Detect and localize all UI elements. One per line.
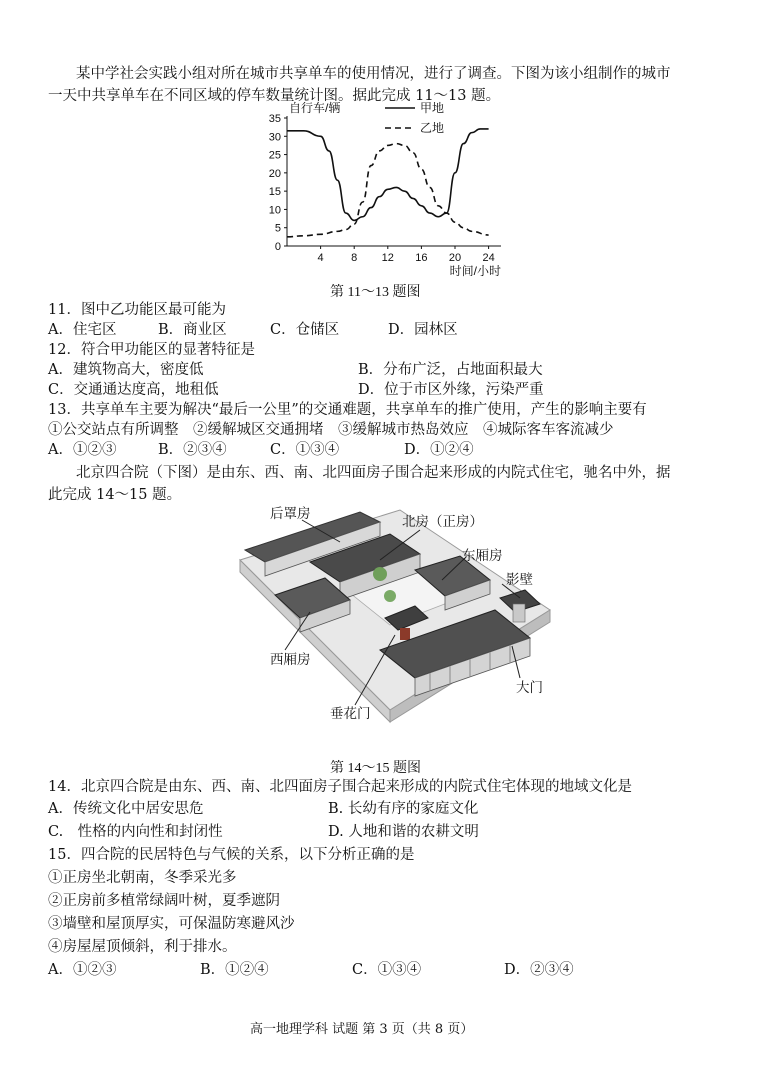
q14-option-d: D. 人地和谐的农耕文明 bbox=[328, 824, 479, 840]
q13-option-d: D．①②④ bbox=[404, 442, 474, 458]
q12-option-d: D．位于市区外缘，污染严重 bbox=[358, 382, 544, 398]
q14-option-c: C. 性格的内向性和封闭性 bbox=[48, 824, 223, 840]
q15-option-d: D．②③④ bbox=[504, 962, 574, 978]
label-flower-gate: 垂花门 bbox=[330, 706, 371, 722]
y-tick-label: 10 bbox=[268, 204, 281, 217]
label-east-wing: 东厢房 bbox=[462, 548, 503, 564]
y-tick-label: 30 bbox=[268, 131, 281, 144]
siheyuan-illustration bbox=[230, 500, 560, 750]
q13-stem: 13．共享单车主要为解决“最后一公里”的交通难题，共享单车的推广使用，产生的影响主要有 bbox=[48, 402, 647, 418]
x-tick-label: 12 bbox=[381, 252, 394, 264]
q12-option-c: C．交通通达度高，地租低 bbox=[48, 382, 219, 398]
q14-option-a: A．传统文化中居安思危 bbox=[48, 801, 204, 817]
q14-stem: 14．北京四合院是由东、西、南、北四面房子围合起来形成的内院式住宅体现的地域文化是 bbox=[48, 779, 632, 795]
q12-option-a: A．建筑物高大，密度低 bbox=[48, 362, 204, 378]
series-line-yi bbox=[287, 144, 489, 237]
intro2-line1: 北京四合院（下图）是由东、西、南、北四面房子围合起来形成的内院式住宅，驰名中外，据 bbox=[76, 465, 671, 481]
q15-item-3: ③墙壁和屋顶厚实，可保温防寒避风沙 bbox=[48, 916, 295, 932]
q15-stem: 15．四合院的民居特色与气候的关系，以下分析正确的是 bbox=[48, 847, 415, 863]
q11-option-b: B．商业区 bbox=[158, 322, 227, 338]
intro2-line2: 此完成 14～15 题。 bbox=[48, 487, 182, 503]
y-axis-label: 自行车/辆 bbox=[289, 101, 341, 115]
legend-label: 甲地 bbox=[420, 101, 445, 115]
x-tick-label: 16 bbox=[415, 252, 428, 264]
x-tick-label: 4 bbox=[317, 252, 324, 264]
q15-item-4: ④房屋屋顶倾斜，利于排水。 bbox=[48, 939, 237, 955]
x-tick-label: 8 bbox=[351, 252, 358, 264]
x-axis-label: 时间/小时 bbox=[449, 264, 501, 278]
label-back-house: 后罩房 bbox=[270, 506, 311, 522]
y-tick-label: 15 bbox=[268, 186, 281, 199]
x-tick-label: 20 bbox=[448, 252, 462, 264]
q15-option-b: B．①②④ bbox=[200, 962, 269, 978]
q15-item-1: ①正房坐北朝南，冬季采光多 bbox=[48, 870, 237, 886]
label-main-gate: 大门 bbox=[516, 680, 543, 696]
q11-option-a: A．住宅区 bbox=[48, 322, 117, 338]
label-screen-wall: 影壁 bbox=[506, 572, 533, 588]
label-west-wing: 西厢房 bbox=[270, 652, 311, 668]
q11-option-c: C．仓储区 bbox=[270, 322, 340, 338]
q12-stem: 12．符合甲功能区的显著特征是 bbox=[48, 342, 255, 358]
q14-option-b: B. 长幼有序的家庭文化 bbox=[328, 801, 479, 817]
label-north-house: 北房（正房） bbox=[402, 514, 483, 530]
y-tick-label: 5 bbox=[274, 222, 281, 235]
bike-parking-chart bbox=[255, 100, 515, 278]
q11-stem: 11．图中乙功能区最可能为 bbox=[48, 302, 226, 318]
intro1-line2: 一天中共享单车在不同区域的停车数量统计图。据此完成 11～13 题。 bbox=[48, 88, 501, 104]
q15-item-2: ②正房前多植常绿阔叶树，夏季遮阴 bbox=[48, 893, 280, 909]
y-tick-label: 0 bbox=[274, 241, 281, 253]
q11-option-d: D．园林区 bbox=[388, 322, 458, 338]
q13-items: ①公交站点有所调整 ②缓解城区交通拥堵 ③缓解城市热岛效应 ④城际客车客流减少 bbox=[48, 422, 614, 438]
q13-option-b: B．②③④ bbox=[158, 442, 227, 458]
x-tick-label: 24 bbox=[482, 252, 495, 264]
caption-11-13: 第 11～13 题图 bbox=[330, 285, 421, 300]
series-line-jia bbox=[287, 129, 489, 220]
y-tick-label: 35 bbox=[268, 113, 281, 125]
q15-option-c: C．①③④ bbox=[352, 962, 422, 978]
q15-option-a: A．①②③ bbox=[48, 962, 117, 978]
q13-option-a: A．①②③ bbox=[48, 442, 117, 458]
y-tick-label: 20 bbox=[268, 167, 281, 180]
intro1-line1: 某中学社会实践小组对所在城市共享单车的使用情况，进行了调查。下图为该小组制作的城市 bbox=[76, 66, 671, 82]
caption-14-15: 第 14～15 题图 bbox=[330, 761, 421, 776]
legend-label: 乙地 bbox=[420, 121, 445, 135]
page-footer: 高一地理学科 试题 第 3 页（共 8 页） bbox=[250, 1022, 474, 1037]
y-tick-label: 25 bbox=[268, 149, 281, 162]
q12-option-b: B．分布广泛，占地面积最大 bbox=[358, 362, 543, 378]
q13-option-c: C．①③④ bbox=[270, 442, 340, 458]
